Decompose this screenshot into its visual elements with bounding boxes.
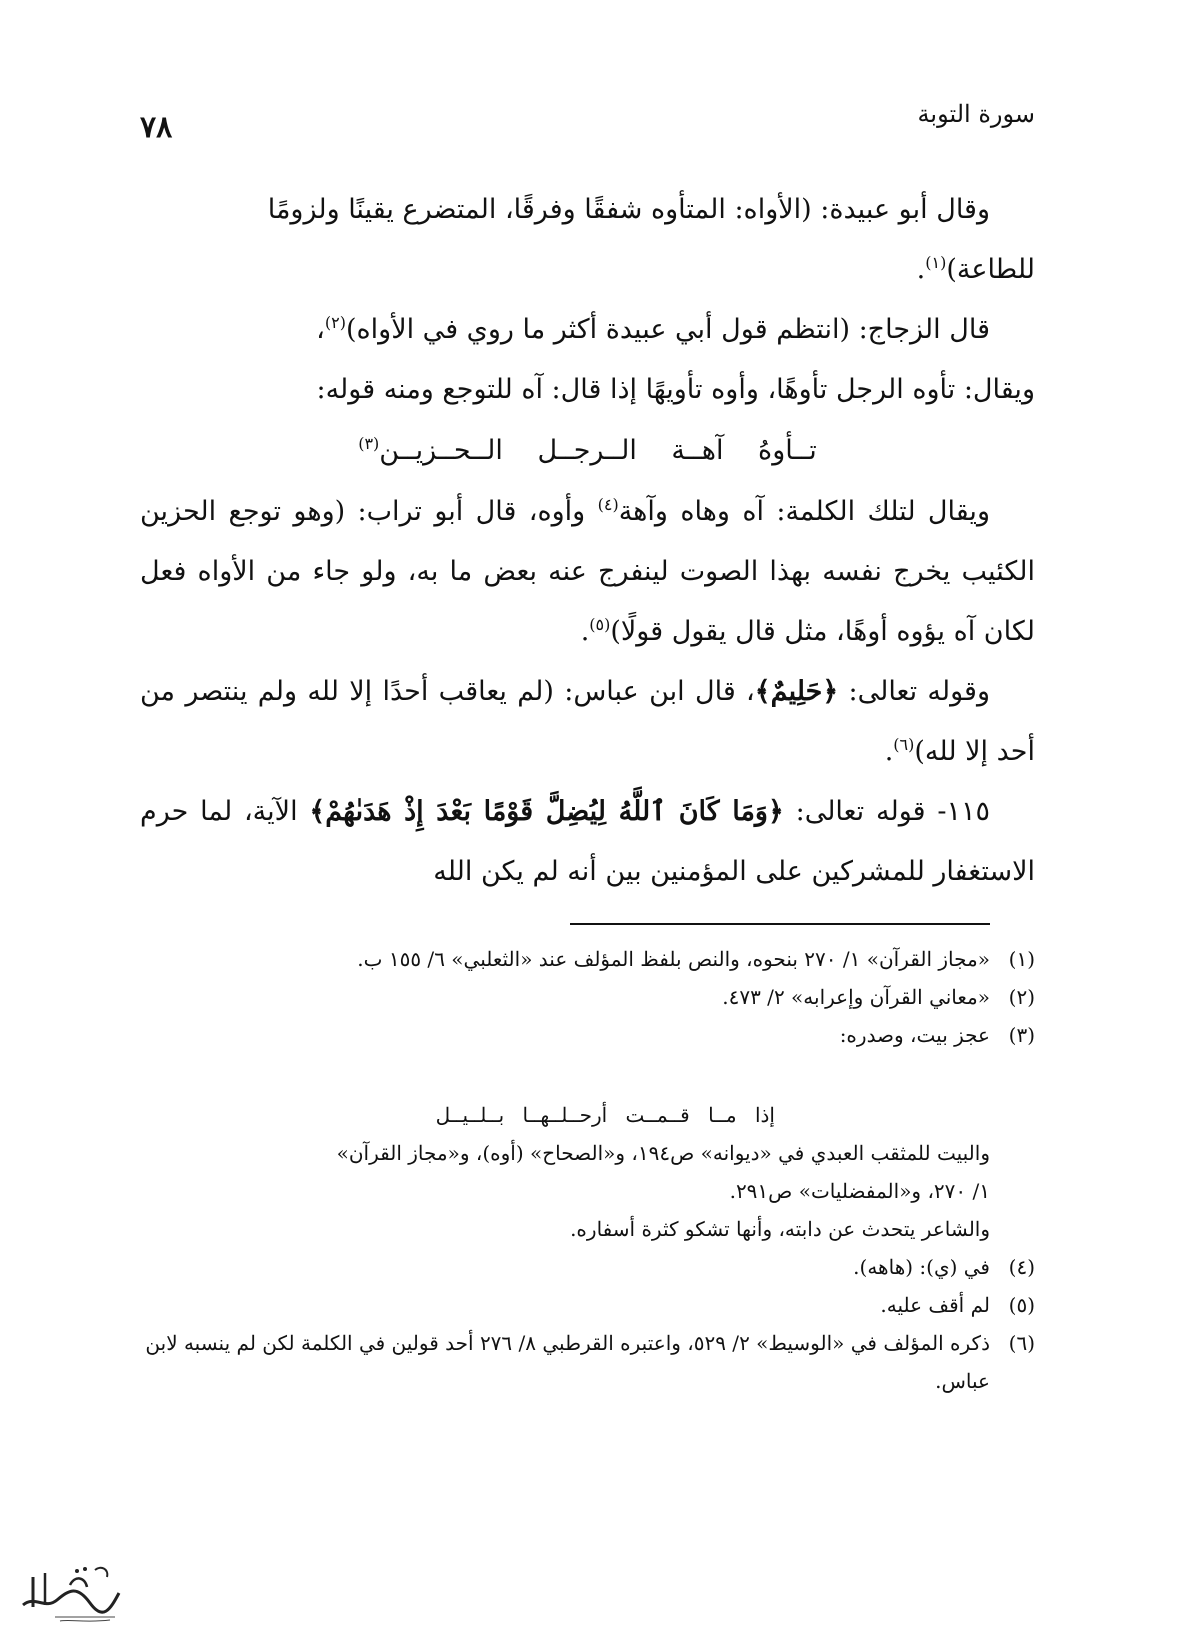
paragraph-verse-115 (140, 782, 1035, 902)
calligraphy-logo-icon (15, 1555, 125, 1630)
p4-part1: وقوله تعالى: (838, 676, 990, 707)
footnote-3-text: عجز بيت، وصدره: (839, 1023, 990, 1047)
footnote-3-verse: إذا مــا قــمــت أرحــلــهــا بــلــيــل (435, 1103, 775, 1127)
footnote-3-number: (٣) (1008, 1023, 1035, 1047)
page-number: ٧٨ (140, 110, 173, 145)
paragraph-zajjaj (140, 300, 1035, 420)
p2-line1: قال الزجاج: (انتظم قول أبي عبيدة أكثر ما روي في الأواه) (345, 314, 990, 345)
footnote-ref-3[interactable]: (٣) (358, 434, 380, 453)
p4-end: . (884, 736, 894, 767)
running-head (140, 100, 1035, 150)
p1-end: . (916, 254, 926, 285)
p5-part1: ١١٥- قوله تعالى: (783, 796, 990, 827)
footnote-3-source-line1: والبيت للمثقب العبدي في «ديوانه» ص١٩٤، و«الصحاح» (أوه)، و«مجاز القرآن» (336, 1141, 990, 1165)
p2-end: ، (316, 314, 325, 345)
p1-line2: للطاعة) (946, 254, 1035, 285)
p3-end: . (580, 616, 590, 647)
footnote-1-number: (١) (1008, 947, 1035, 971)
verse-text: تــأوهُ آهــة الــرجــل الــحــزيــن (379, 435, 817, 466)
paragraph-halim (140, 662, 1035, 782)
footnote-6-text: ذكره المؤلف في «الوسيط» ٢/ ٥٢٩، واعتبره القرطبي ٨/ ٢٧٦ أحد قولين في الكلمة لكن لم ينسبه لابن عباس. (145, 1331, 990, 1393)
footnote-ref-6[interactable]: (٦) (893, 735, 915, 754)
footnote-ref-2[interactable]: (٢) (324, 313, 346, 332)
p3-part2: وأوه، قال أبو تراب: (وهو توجع الحزين الكئيب يخرج نفسه بهذا الصوت لينفرج عنه بعض ما به، ولو جاء من الأواه فعل لكان آه يؤوه أوهًا، مثل قال يقول قولًا) (140, 496, 1035, 647)
footnote-5-number: (٥) (1008, 1293, 1035, 1317)
footnote-6 (140, 1324, 1035, 1400)
surah-title: سورة التوبة (917, 100, 1035, 128)
footnote-ref-5[interactable]: (٥) (589, 615, 611, 634)
p4-part2: ، قال ابن عباس: (لم يعاقب أحدًا إلا لله ولم ينتصر من أحد إلا لله) (140, 676, 1035, 767)
footnote-5-text: لم أقف عليه. (880, 1293, 990, 1317)
footnote-ref-1[interactable]: (١) (925, 253, 947, 272)
paragraph-abu-ubaida (140, 180, 1035, 300)
footnote-4-number: (٤) (1008, 1255, 1035, 1279)
footnote-3-source-line2: ١/ ٢٧٠، و«المفضليات» ص٢٩١. (729, 1179, 990, 1203)
p5-part2: الآية، لما حرم الاستغفار للمشركين على المؤمنين بين أنه لم يكن الله (140, 796, 1035, 887)
publisher-logo (15, 1555, 125, 1630)
footnote-5 (140, 1286, 1035, 1324)
p2-line2: ويقال: تأوه الرجل تأوهًا، وأوه تأويهًا إذا قال: آه للتوجع ومنه قوله: (316, 374, 1035, 405)
quran-quote-115: ﴿وَمَا كَانَ ٱللَّهُ لِيُضِلَّ قَوْمًا بَعْدَ إِذْ هَدَىٰهُمْ﴾ (309, 796, 784, 827)
footnote-2 (140, 978, 1035, 1016)
footnote-3-note: والشاعر يتحدث عن دابته، وأنها تشكو كثرة أسفاره. (570, 1217, 990, 1241)
footnote-2-text: «معاني القرآن وإعرابه» ٢/ ٤٧٣. (722, 985, 990, 1009)
footnote-1-text: «مجاز القرآن» ١/ ٢٧٠ بنحوه، والنص بلفظ المؤلف عند «الثعلبي» ٦/ ١٥٥ ب. (357, 947, 990, 971)
quran-quote-halim: ﴿حَلِيمٌ﴾ (754, 676, 839, 707)
poetry-verse (140, 420, 1035, 482)
p3-part1: ويقال لتلك الكلمة: آه وهاه وآهة (618, 496, 990, 527)
footnote-ref-4[interactable]: (٤) (597, 495, 619, 514)
footnote-4-text: في (ي): (هاهه). (853, 1255, 990, 1279)
p1-line1: وقال أبو عبيدة: (الأواه: المتأوه شفقًا وفرقًا، المتضرع يقينًا ولزومًا (267, 194, 990, 225)
paragraph-abu-turab (140, 482, 1035, 662)
footnotes (140, 940, 1035, 1400)
footnote-2-number: (٢) (1008, 985, 1035, 1009)
main-text (140, 180, 1035, 902)
footnote-4 (140, 1248, 1035, 1286)
footnote-1 (140, 940, 1035, 978)
footnote-3 (140, 1016, 1035, 1054)
footnote-6-number: (٦) (1008, 1331, 1035, 1355)
footnote-separator (570, 923, 990, 925)
